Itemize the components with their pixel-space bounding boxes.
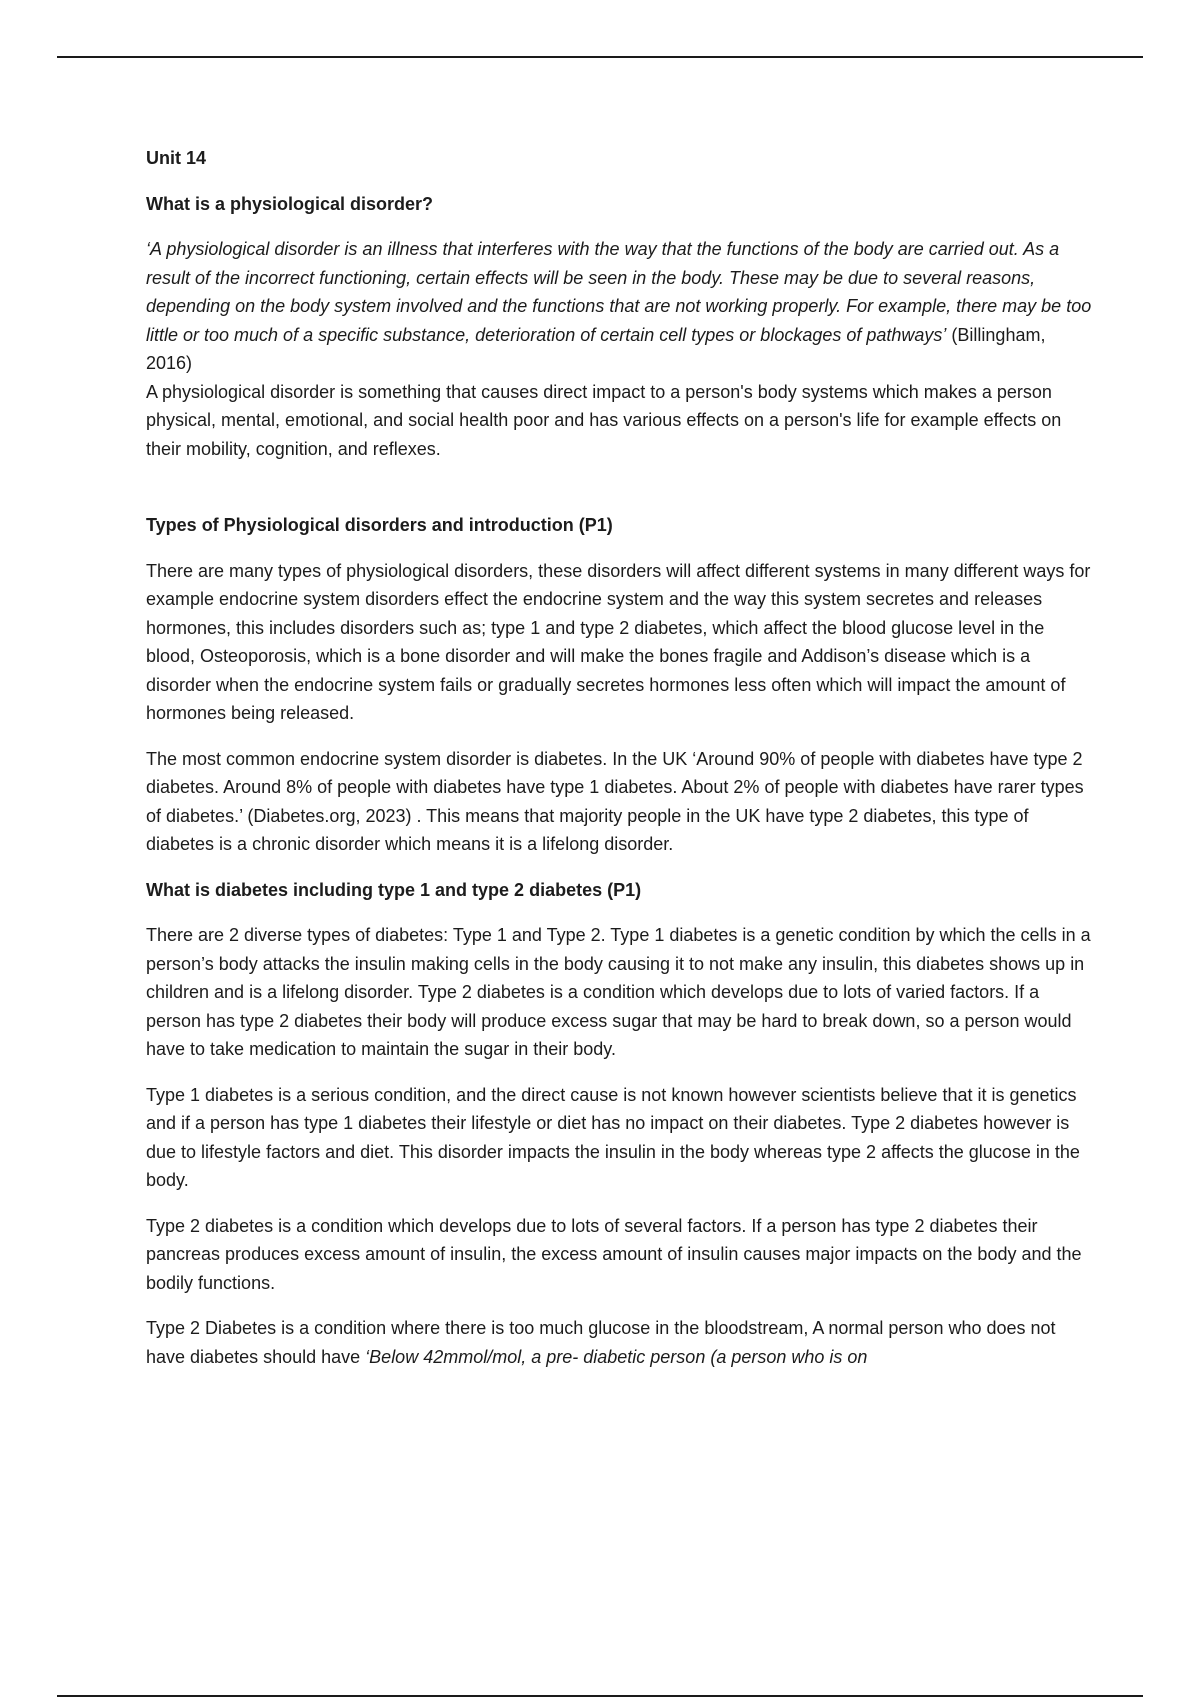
types-paragraph-2: The most common endocrine system disorder is diabetes. In the UK ‘Around 90% of people with diabetes have type 2 diabetes. Around 8% of people with diabetes have type 1 diabetes. About 2% of people with diabetes have rarer types of diabetes.’ (Diabetes.org, 2023) . This means that majority people in the UK have type 2 diabetes, this type of diabetes is a chronic disorder which means it is a lifelong disorder. — [146, 748, 1084, 854]
footer-rule — [57, 1695, 1143, 1697]
section-heading-types: Types of Physiological disorders and introduction (P1) — [146, 515, 613, 535]
paragraph-4-text: Type 2 Diabetes is a condition where there is too much glucose in the bloodstream, A normal person who does not have diabetes should have — [146, 1318, 1056, 1367]
types-paragraph-1: There are many types of physiological disorders, these disorders will affect different systems in many different ways for example endocrine system disorders effect the endocrine system and the way this system secretes and releases hormones, this includes disorders such as; type 1 and type 2 diabetes, which affect the blood glucose level in the blood, Osteoporosis, which is a bone disorder and will make the bones fragile and Addison’s disease which is a disorder when the endocrine system fails or gradually secretes hormones less often which will impact the amount of hormones being released. — [146, 560, 1091, 723]
diabetes-paragraph-4 — [146, 1314, 1096, 1371]
quote-citation: (Billingham, 2016) — [146, 324, 1046, 373]
document-body — [146, 144, 1096, 1371]
section-heading-physiological-disorder: What is a physiological disorder? — [146, 193, 434, 214]
diabetes-paragraph-1: There are 2 diverse types of diabetes: Type 1 and Type 2. Type 1 diabetes is a genetic condition by which the cells in a person’s body attacks the insulin making cells in the body causing it to not make any insulin, this diabetes shows up in children and is a lifelong disorder. Type 2 diabetes is a condition which develops due to lots of varied factors. If a person has type 2 diabetes their body will produce excess sugar that may be hard to break down, so a person would have to take medication to maintain the sugar in their body. — [146, 925, 1091, 1059]
section-heading-diabetes: What is diabetes including type 1 and type 2 diabetes (P1) — [146, 879, 642, 900]
definition-quote — [146, 235, 1096, 378]
diabetes-paragraph-2: Type 1 diabetes is a serious condition, and the direct cause is not known however scientists believe that it is genetics and if a person has type 1 diabetes their lifestyle or diet has no impact on their diabetes. Type 2 diabetes however is due to lifestyle factors and diet. This disorder impacts the insulin in the body whereas type 2 affects the glucose in the body. — [146, 1084, 1080, 1190]
definition-paragraph: A physiological disorder is something that causes direct impact to a person's body systems which makes a person physical, mental, emotional, and social health poor and has various effects on a person's life for example effects on their mobility, cognition, and reflexes. — [146, 381, 1062, 459]
diabetes-paragraph-3: Type 2 diabetes is a condition which develops due to lots of several factors. If a person has type 2 diabetes their pancreas produces excess amount of insulin, the excess amount of insulin causes major impacts on the body and the bodily functions. — [146, 1215, 1082, 1293]
unit-title: Unit 14 — [146, 148, 207, 168]
quote-text: ‘A physiological disorder is an illness that interferes with the way that the functions of the body are carried out. As a result of the incorrect functioning, certain effects will be seen in the body. These may be due to several reasons, depending on the body system involved and the functions that are not working properly. For example, there may be too little or too much of a specific substance, deterioration of certain cell types or blockages of pathways’ — [146, 239, 1092, 345]
header-rule — [57, 56, 1143, 58]
paragraph-4-quote: ‘Below 42mmol/mol, a pre- diabetic person (a person who is on — [365, 1346, 868, 1367]
